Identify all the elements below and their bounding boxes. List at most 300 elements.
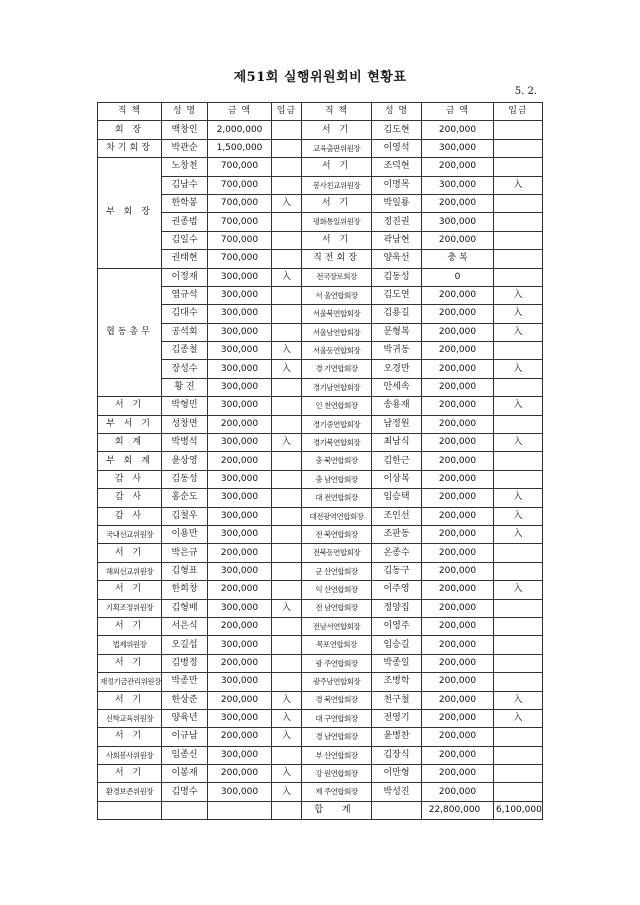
right-amount-cell: 200,000 — [422, 525, 494, 543]
left-paid-cell: 入 — [272, 783, 302, 801]
right-position-cell: 대전광역연합회장 — [302, 507, 372, 525]
left-name-cell: 김일수 — [162, 231, 208, 249]
right-amount-cell: 200,000 — [422, 489, 494, 507]
left-paid-cell — [272, 617, 302, 635]
right-paid-cell — [494, 139, 543, 157]
table-row — [98, 654, 543, 672]
right-position-cell: 평화통일위원장 — [302, 213, 372, 231]
right-name-cell: 김한근 — [372, 452, 422, 470]
right-name-cell: 이만형 — [372, 765, 422, 783]
table-row — [98, 194, 543, 212]
left-name-cell: 김대수 — [162, 305, 208, 323]
right-amount-cell: 200,000 — [422, 434, 494, 452]
right-paid-cell: 入 — [494, 397, 543, 415]
right-position-cell: 익 산연합회장 — [302, 581, 372, 599]
left-amount-cell: 200,000 — [208, 581, 272, 599]
left-name-cell: 박은규 — [162, 544, 208, 562]
right-position-cell: 서울남연합회장 — [302, 323, 372, 341]
right-paid-cell — [494, 342, 543, 360]
total-paid-cell: 6,100,000 — [494, 801, 543, 819]
left-paid-cell — [272, 397, 302, 415]
right-name-cell: 임승길 — [372, 636, 422, 654]
right-name-cell: 문형복 — [372, 323, 422, 341]
right-position-cell: 충 북연합회장 — [302, 452, 372, 470]
table-row — [98, 286, 543, 304]
left-name-cell: 이규남 — [162, 728, 208, 746]
left-paid-cell: 入 — [272, 434, 302, 452]
right-name-cell: 조인선 — [372, 507, 422, 525]
right-paid-cell — [494, 673, 543, 691]
right-name-cell: 김동구 — [372, 562, 422, 580]
left-amount-cell: 300,000 — [208, 360, 272, 378]
left-paid-cell: 入 — [272, 709, 302, 727]
left-paid-cell — [272, 415, 302, 433]
table-row — [98, 525, 543, 543]
right-amount-cell: 200,000 — [422, 507, 494, 525]
table-row — [98, 360, 543, 378]
table-row — [98, 507, 543, 525]
left-name-cell: 이봉재 — [162, 765, 208, 783]
right-amount-cell: 200,000 — [422, 305, 494, 323]
left-position-cell: 국내선교위원장 — [98, 525, 162, 543]
left-amount-cell: 300,000 — [208, 709, 272, 727]
left-amount-cell: 300,000 — [208, 378, 272, 396]
left-position-cell: 서 기 — [98, 617, 162, 635]
right-position-cell: 서 기 — [302, 158, 372, 176]
left-paid-cell — [272, 452, 302, 470]
right-amount-cell: 200,000 — [422, 599, 494, 617]
table-row — [98, 562, 543, 580]
left-name-cell: 권태현 — [162, 250, 208, 268]
left-amount-cell: 300,000 — [208, 507, 272, 525]
right-amount-cell: 200,000 — [422, 562, 494, 580]
header-name-left: 성 명 — [162, 103, 208, 121]
right-paid-cell: 入 — [494, 305, 543, 323]
right-position-cell: 충 남연합회장 — [302, 470, 372, 488]
left-amount-cell: 300,000 — [208, 305, 272, 323]
left-position-cell: 서 기 — [98, 544, 162, 562]
left-amount-cell: 200,000 — [208, 691, 272, 709]
left-name-cell: 임종신 — [162, 746, 208, 764]
right-amount-cell: 200,000 — [422, 783, 494, 801]
total-label-cell: 합 계 — [302, 801, 372, 819]
left-paid-cell — [272, 121, 302, 139]
header-name-right: 성 명 — [372, 103, 422, 121]
right-paid-cell — [494, 562, 543, 580]
left-name-cell: 김종철 — [162, 342, 208, 360]
right-paid-cell: 入 — [494, 581, 543, 599]
left-paid-cell: 入 — [272, 342, 302, 360]
table-row — [98, 765, 543, 783]
left-position-cell: 서 기 — [98, 728, 162, 746]
left-paid-cell: 入 — [272, 268, 302, 286]
left-name-cell: 김명수 — [162, 783, 208, 801]
right-paid-cell: 入 — [494, 176, 543, 194]
table-row — [98, 121, 543, 139]
left-paid-cell: 入 — [272, 765, 302, 783]
right-paid-cell — [494, 378, 543, 396]
right-amount-cell: 200,000 — [422, 636, 494, 654]
right-position-cell: 제 주연합회장 — [302, 783, 372, 801]
left-name-cell: 박관순 — [162, 139, 208, 157]
table-body — [98, 103, 543, 820]
right-paid-cell — [494, 158, 543, 176]
left-amount-cell: 200,000 — [208, 544, 272, 562]
right-name-cell: 정양집 — [372, 599, 422, 617]
left-paid-cell: 入 — [272, 599, 302, 617]
right-amount-cell: 200,000 — [422, 121, 494, 139]
right-amount-cell: 200,000 — [422, 452, 494, 470]
left-amount-cell: 300,000 — [208, 470, 272, 488]
left-name-cell: 이용만 — [162, 525, 208, 543]
right-name-cell: 최남식 — [372, 434, 422, 452]
table-row — [98, 250, 543, 268]
left-name-cell: 김남수 — [162, 176, 208, 194]
table-row — [98, 268, 543, 286]
right-position-cell: 서 울연합회장 — [302, 286, 372, 304]
right-position-cell: 전북동연합회장 — [302, 544, 372, 562]
right-amount-cell: 200,000 — [422, 581, 494, 599]
right-amount-cell: 200,000 — [422, 231, 494, 249]
right-name-cell: 안세속 — [372, 378, 422, 396]
right-amount-cell: 200,000 — [422, 194, 494, 212]
right-paid-cell: 入 — [494, 709, 543, 727]
right-amount-cell: 200,000 — [422, 691, 494, 709]
left-amount-cell: 300,000 — [208, 746, 272, 764]
left-name-cell: 오길섭 — [162, 636, 208, 654]
header-paid-left: 입금 — [272, 103, 302, 121]
table-header-row — [98, 103, 543, 121]
header-position-left: 직 책 — [98, 103, 162, 121]
left-name-cell: 공석회 — [162, 323, 208, 341]
right-position-cell: 서울동연합회장 — [302, 342, 372, 360]
left-paid-cell — [272, 378, 302, 396]
right-paid-cell — [494, 213, 543, 231]
right-paid-cell: 入 — [494, 323, 543, 341]
left-position-cell: 기획조정위원장 — [98, 599, 162, 617]
right-amount-cell: 200,000 — [422, 342, 494, 360]
fee-status-table — [97, 102, 543, 820]
left-name-cell: 박병석 — [162, 434, 208, 452]
left-name-cell: 황 진 — [162, 378, 208, 396]
right-name-cell: 이영주 — [372, 617, 422, 635]
left-position-cell: 사회봉사위원장 — [98, 746, 162, 764]
left-position-cell: 부 회 계 — [98, 452, 162, 470]
left-paid-cell — [272, 158, 302, 176]
right-amount-cell: 200,000 — [422, 360, 494, 378]
left-name-cell: 김동성 — [162, 470, 208, 488]
right-name-cell: 천구철 — [372, 691, 422, 709]
table-row — [98, 636, 543, 654]
right-name-cell — [372, 801, 422, 819]
right-amount-cell: 200,000 — [422, 728, 494, 746]
left-paid-cell — [272, 636, 302, 654]
left-name-cell: 윤상영 — [162, 452, 208, 470]
table-row — [98, 709, 543, 727]
left-name-cell: 이정재 — [162, 268, 208, 286]
right-amount-cell: 200,000 — [422, 397, 494, 415]
left-amount-cell: 300,000 — [208, 268, 272, 286]
left-position-cell: 협동총무 — [98, 268, 162, 397]
table-row — [98, 213, 543, 231]
left-name-cell: 한상준 — [162, 691, 208, 709]
left-amount-cell: 1,500,000 — [208, 139, 272, 157]
right-position-cell: 서 기 — [302, 194, 372, 212]
right-amount-cell: 300,000 — [422, 213, 494, 231]
right-position-cell: 광주남연합회장 — [302, 673, 372, 691]
right-name-cell: 이상복 — [372, 470, 422, 488]
right-paid-cell — [494, 268, 543, 286]
table-row — [98, 617, 543, 635]
right-position-cell: 인 천연합회장 — [302, 397, 372, 415]
right-position-cell: 경기중연합회장 — [302, 415, 372, 433]
right-paid-cell — [494, 470, 543, 488]
left-name-cell: 장성수 — [162, 360, 208, 378]
left-position-cell — [98, 801, 162, 819]
left-name-cell — [162, 801, 208, 819]
right-name-cell: 오경만 — [372, 360, 422, 378]
left-paid-cell — [272, 139, 302, 157]
right-amount-cell: 200,000 — [422, 617, 494, 635]
table-row — [98, 489, 543, 507]
left-paid-cell — [272, 507, 302, 525]
left-amount-cell: 200,000 — [208, 415, 272, 433]
right-position-cell: 목포연합회장 — [302, 636, 372, 654]
left-position-cell: 감 사 — [98, 489, 162, 507]
left-amount-cell: 300,000 — [208, 562, 272, 580]
right-paid-cell — [494, 231, 543, 249]
left-paid-cell — [272, 525, 302, 543]
left-amount-cell: 300,000 — [208, 489, 272, 507]
left-position-cell: 감 사 — [98, 470, 162, 488]
table-row — [98, 452, 543, 470]
left-position-cell: 서 기 — [98, 581, 162, 599]
right-position-cell: 전 남연합회장 — [302, 599, 372, 617]
left-paid-cell — [272, 213, 302, 231]
right-name-cell: 박성진 — [372, 783, 422, 801]
right-amount-cell: 200,000 — [422, 378, 494, 396]
right-name-cell: 정진권 — [372, 213, 422, 231]
header-paid-right: 입금 — [494, 103, 543, 121]
left-name-cell: 김형배 — [162, 599, 208, 617]
left-amount-cell: 700,000 — [208, 176, 272, 194]
right-name-cell: 양욱선 — [372, 250, 422, 268]
right-paid-cell — [494, 617, 543, 635]
left-amount-cell: 300,000 — [208, 434, 272, 452]
right-amount-cell: 200,000 — [422, 673, 494, 691]
table-row — [98, 581, 543, 599]
right-name-cell: 조덕현 — [372, 158, 422, 176]
right-name-cell: 김장식 — [372, 746, 422, 764]
right-paid-cell: 入 — [494, 286, 543, 304]
left-name-cell: 서은식 — [162, 617, 208, 635]
right-paid-cell — [494, 121, 543, 139]
right-name-cell: 이영석 — [372, 139, 422, 157]
left-name-cell: 박종만 — [162, 673, 208, 691]
table-row — [98, 544, 543, 562]
right-name-cell: 이주영 — [372, 581, 422, 599]
left-paid-cell — [272, 654, 302, 672]
right-amount-cell: 200,000 — [422, 286, 494, 304]
left-amount-cell: 300,000 — [208, 323, 272, 341]
left-amount-cell: 300,000 — [208, 525, 272, 543]
left-name-cell: 박형민 — [162, 397, 208, 415]
left-position-cell: 법제위원장 — [98, 636, 162, 654]
right-amount-cell: 200,000 — [422, 654, 494, 672]
left-paid-cell — [272, 581, 302, 599]
left-paid-cell — [272, 746, 302, 764]
right-amount-cell: 300,000 — [422, 176, 494, 194]
table-row — [98, 746, 543, 764]
right-name-cell: 조병학 — [372, 673, 422, 691]
left-amount-cell: 300,000 — [208, 342, 272, 360]
right-position-cell: 전 북연합회장 — [302, 525, 372, 543]
left-position-cell: 서 기 — [98, 397, 162, 415]
right-position-cell: 대 전연합회장 — [302, 489, 372, 507]
left-position-cell: 부 회 장 — [98, 158, 162, 268]
left-paid-cell — [272, 323, 302, 341]
table-row — [98, 231, 543, 249]
left-amount-cell: 700,000 — [208, 158, 272, 176]
table-row — [98, 378, 543, 396]
right-name-cell: 김도현 — [372, 121, 422, 139]
left-paid-cell: 入 — [272, 728, 302, 746]
left-amount-cell: 200,000 — [208, 728, 272, 746]
left-paid-cell — [272, 286, 302, 304]
left-paid-cell: 入 — [272, 691, 302, 709]
table-row — [98, 176, 543, 194]
left-name-cell: 김철우 — [162, 507, 208, 525]
table-row — [98, 342, 543, 360]
table-row — [98, 728, 543, 746]
right-amount-cell: 충 복 — [422, 250, 494, 268]
left-name-cell: 백창인 — [162, 121, 208, 139]
left-amount-cell: 2,000,000 — [208, 121, 272, 139]
left-amount-cell: 700,000 — [208, 231, 272, 249]
right-position-cell: 서 기 — [302, 121, 372, 139]
right-name-cell: 김용길 — [372, 305, 422, 323]
left-position-cell: 환경보존위원장 — [98, 783, 162, 801]
left-paid-cell — [272, 489, 302, 507]
left-amount-cell: 200,000 — [208, 452, 272, 470]
left-name-cell: 권종범 — [162, 213, 208, 231]
left-amount-cell: 700,000 — [208, 194, 272, 212]
right-name-cell: 박일룡 — [372, 194, 422, 212]
right-name-cell: 김도연 — [372, 286, 422, 304]
left-amount-cell: 300,000 — [208, 397, 272, 415]
left-amount-cell — [208, 801, 272, 819]
left-amount-cell: 700,000 — [208, 213, 272, 231]
right-amount-cell: 200,000 — [422, 709, 494, 727]
table-row — [98, 673, 543, 691]
right-name-cell: 박종일 — [372, 654, 422, 672]
total-amount-cell: 22,800,000 — [422, 801, 494, 819]
right-position-cell: 서 기 — [302, 231, 372, 249]
right-name-cell: 이명목 — [372, 176, 422, 194]
right-paid-cell: 入 — [494, 507, 543, 525]
table-row — [98, 139, 543, 157]
left-name-cell: 홍순도 — [162, 489, 208, 507]
table-row — [98, 691, 543, 709]
right-amount-cell: 200,000 — [422, 323, 494, 341]
right-position-cell: 경기남연합회장 — [302, 378, 372, 396]
left-name-cell: 염규석 — [162, 286, 208, 304]
right-paid-cell — [494, 599, 543, 617]
right-paid-cell — [494, 654, 543, 672]
page-title: 제51회 실행위원회비 현황표 — [233, 70, 407, 85]
document-date: 5. 2. — [514, 86, 537, 97]
header-position-right: 직 책 — [302, 103, 372, 121]
right-position-cell: 경 북연합회장 — [302, 691, 372, 709]
right-paid-cell — [494, 765, 543, 783]
left-amount-cell: 300,000 — [208, 286, 272, 304]
right-paid-cell: 入 — [494, 691, 543, 709]
left-amount-cell: 200,000 — [208, 765, 272, 783]
left-position-cell: 신학교육위원장 — [98, 709, 162, 727]
right-name-cell: 온종수 — [372, 544, 422, 562]
right-position-cell: 전남서연합회장 — [302, 617, 372, 635]
left-position-cell: 서 기 — [98, 765, 162, 783]
left-position-cell: 감 사 — [98, 507, 162, 525]
left-paid-cell — [272, 562, 302, 580]
left-paid-cell — [272, 176, 302, 194]
left-name-cell: 양육년 — [162, 709, 208, 727]
right-paid-cell: 入 — [494, 360, 543, 378]
left-paid-cell — [272, 673, 302, 691]
right-paid-cell: 入 — [494, 489, 543, 507]
left-paid-cell — [272, 305, 302, 323]
right-name-cell: 박귀동 — [372, 342, 422, 360]
right-amount-cell: 200,000 — [422, 544, 494, 562]
right-amount-cell: 200,000 — [422, 765, 494, 783]
left-position-cell: 재정기금관리위원장 — [98, 673, 162, 691]
left-position-cell: 차기회장 — [98, 139, 162, 157]
right-amount-cell: 0 — [422, 268, 494, 286]
left-amount-cell: 200,000 — [208, 654, 272, 672]
right-name-cell: 곽남현 — [372, 231, 422, 249]
left-name-cell: 성창면 — [162, 415, 208, 433]
right-name-cell: 송용재 — [372, 397, 422, 415]
header-amount-right: 금 액 — [422, 103, 494, 121]
left-paid-cell — [272, 231, 302, 249]
right-amount-cell: 200,000 — [422, 746, 494, 764]
left-amount-cell: 300,000 — [208, 783, 272, 801]
right-paid-cell — [494, 746, 543, 764]
right-position-cell: 부 산연합회장 — [302, 746, 372, 764]
right-paid-cell — [494, 194, 543, 212]
table-row — [98, 470, 543, 488]
table-row — [98, 397, 543, 415]
right-name-cell: 전영기 — [372, 709, 422, 727]
left-paid-cell: 入 — [272, 194, 302, 212]
right-position-cell: 교육출판위원장 — [302, 139, 372, 157]
table-row — [98, 599, 543, 617]
left-name-cell: 한희창 — [162, 581, 208, 599]
left-amount-cell: 200,000 — [208, 617, 272, 635]
left-amount-cell: 700,000 — [208, 250, 272, 268]
right-name-cell: 조판동 — [372, 525, 422, 543]
left-name-cell: 한학봉 — [162, 194, 208, 212]
table-row — [98, 801, 543, 819]
right-position-cell: 경 기연합회장 — [302, 360, 372, 378]
left-paid-cell — [272, 250, 302, 268]
right-paid-cell — [494, 728, 543, 746]
right-paid-cell — [494, 250, 543, 268]
right-position-cell: 직전회장 — [302, 250, 372, 268]
right-position-cell: 전국장로회장 — [302, 268, 372, 286]
left-amount-cell: 300,000 — [208, 599, 272, 617]
left-paid-cell — [272, 544, 302, 562]
